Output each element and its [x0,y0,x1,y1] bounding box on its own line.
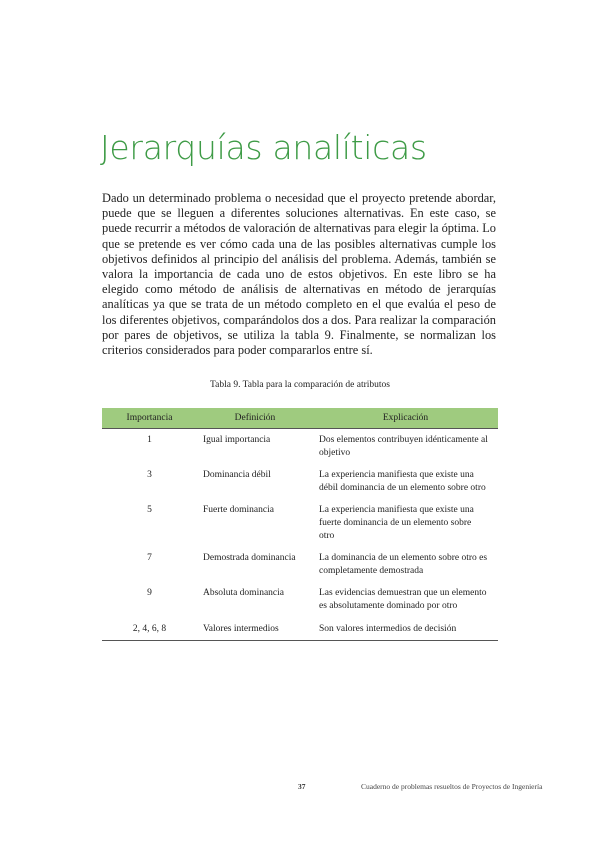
cell-explicacion: Dos elementos contribuyen idénticamente al objetivo [319,435,488,458]
table-caption: Tabla 9. Tabla para la comparación de atributos [210,380,390,390]
table-row [102,549,498,584]
cell-definicion: Dominancia débil [203,470,271,481]
cell-definicion: Igual importancia [203,435,271,445]
cell-importancia: 7 [147,553,152,564]
body-paragraph: Dado un determinado problema o necesidad que el proyecto pretende abordar, puede que se lleguen a diferentes soluciones alternativas. En este caso, se puede recurrir a métodos de valoración de alternativas para elegir la óptima. Lo que se pretende es ver cómo cada una de las posibles alternativas cumple los objetivos definidos al principio del análisis del problema. Además, también se valora la importancia de cada uno de estos objetivos. En este libro se ha elegido como método de análisis de alternativas en método de jerarquías analíticas ya que se trata de un método completo en el que evalúa el peso de los diferentes objetivos, comparándolos dos a dos. Para realizar la comparación por pares de objetivos, se utiliza la tabla 9. Finalmente, se normalizan los criterios considerados para poder compararlos entre sí. [102,191,496,358]
cell-explicacion: La dominancia de un elemento sobre otro es completamente demostrada [319,553,488,576]
cell-importancia: 5 [147,505,152,516]
comparison-table [102,408,498,641]
table-header-row [102,408,498,429]
header-importancia: Importancia [102,408,197,429]
running-footer: Cuaderno de problemas resueltos de Proyectos de Ingeniería [361,782,543,791]
table-row [102,429,498,467]
table-row [102,620,498,641]
page-number: 37 [298,782,306,791]
cell-importancia: 3 [147,470,152,481]
header-explicacion: Explicación [313,408,498,429]
table-row [102,584,498,619]
cell-explicacion: Las evidencias demuestran que un elemento es absolutamente dominado por otro [319,588,487,611]
cell-definicion: Demostrada dominancia [203,553,296,564]
cell-definicion: Fuerte dominancia [203,505,274,516]
cell-explicacion: Son valores intermedios de decisión [313,620,498,641]
cell-importancia: 1 [147,435,152,445]
cell-explicacion: La experiencia manifiesta que existe una fuerte dominancia de un elemento sobre otro [319,505,474,541]
table-row [102,466,498,501]
table-row [102,501,498,549]
cell-definicion: Absoluta dominancia [203,588,284,599]
cell-explicacion: La experiencia manifiesta que existe una débil dominancia de un elemento sobre otro [319,470,486,493]
cell-importancia: 2, 4, 6, 8 [102,620,197,641]
header-definicion: Definición [197,408,313,429]
cell-definicion: Valores intermedios [197,620,313,641]
cell-importancia: 9 [147,588,152,599]
section-title: Jerarquías analíticas [100,128,427,167]
